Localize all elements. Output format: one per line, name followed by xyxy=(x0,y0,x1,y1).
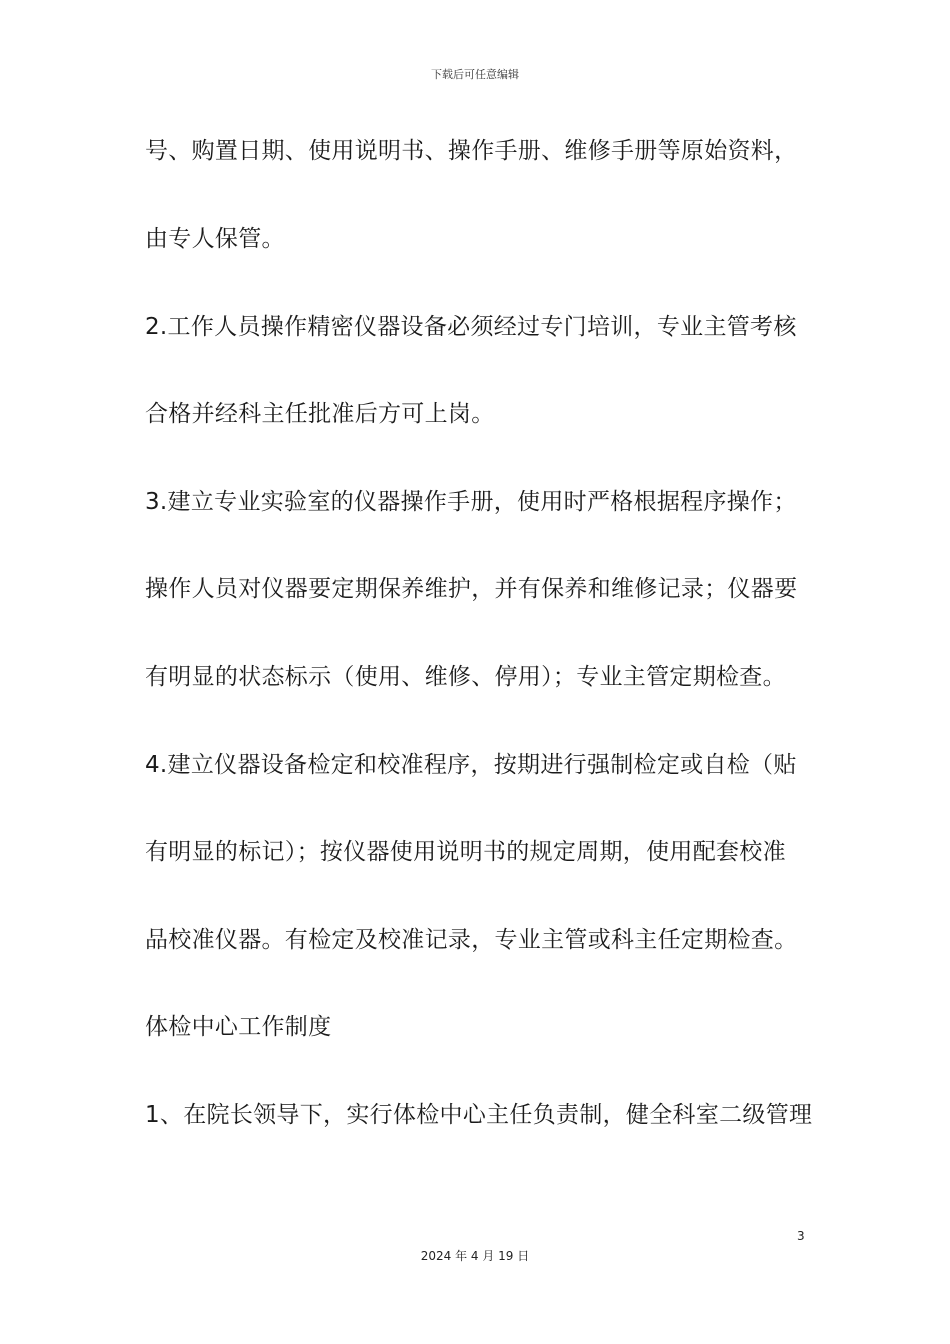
page-number: 3 xyxy=(797,1229,805,1243)
body-text-line: 由专人保管。 xyxy=(145,226,285,252)
page-header: 下载后可任意编辑 xyxy=(431,68,519,81)
body-text-line: 操作人员对仪器要定期保养维护，并有保养和维修记录；仪器要 xyxy=(145,576,798,602)
body-text-line: 4.建立仪器设备检定和校准程序，按期进行强制检定或自检（贴 xyxy=(145,752,797,778)
body-text-line: 2.工作人员操作精密仪器设备必须经过专门培训，专业主管考核 xyxy=(145,314,797,340)
footer-date: 2024 年 4 月 19 日 xyxy=(420,1249,530,1263)
body-text-line: 合格并经科主任批准后方可上岗。 xyxy=(145,401,495,427)
body-text-line: 品校准仪器。有检定及校准记录，专业主管或科主任定期检查。 xyxy=(145,927,798,953)
section-heading: 体检中心工作制度 xyxy=(145,1014,332,1040)
body-text-line: 有明显的标记）；按仪器使用说明书的规定周期，使用配套校准 xyxy=(145,839,786,865)
body-text-line: 号、购置日期、使用说明书、操作手册、维修手册等原始资料， xyxy=(145,138,798,164)
body-text-line: 有明显的状态标示（使用、维修、停用）；专业主管定期检查。 xyxy=(145,664,786,690)
body-text-line: 3.建立专业实验室的仪器操作手册，使用时严格根据程序操作； xyxy=(145,489,797,515)
body-text-line: 1、在院长领导下，实行体检中心主任负责制，健全科室二级管理 xyxy=(145,1102,813,1128)
